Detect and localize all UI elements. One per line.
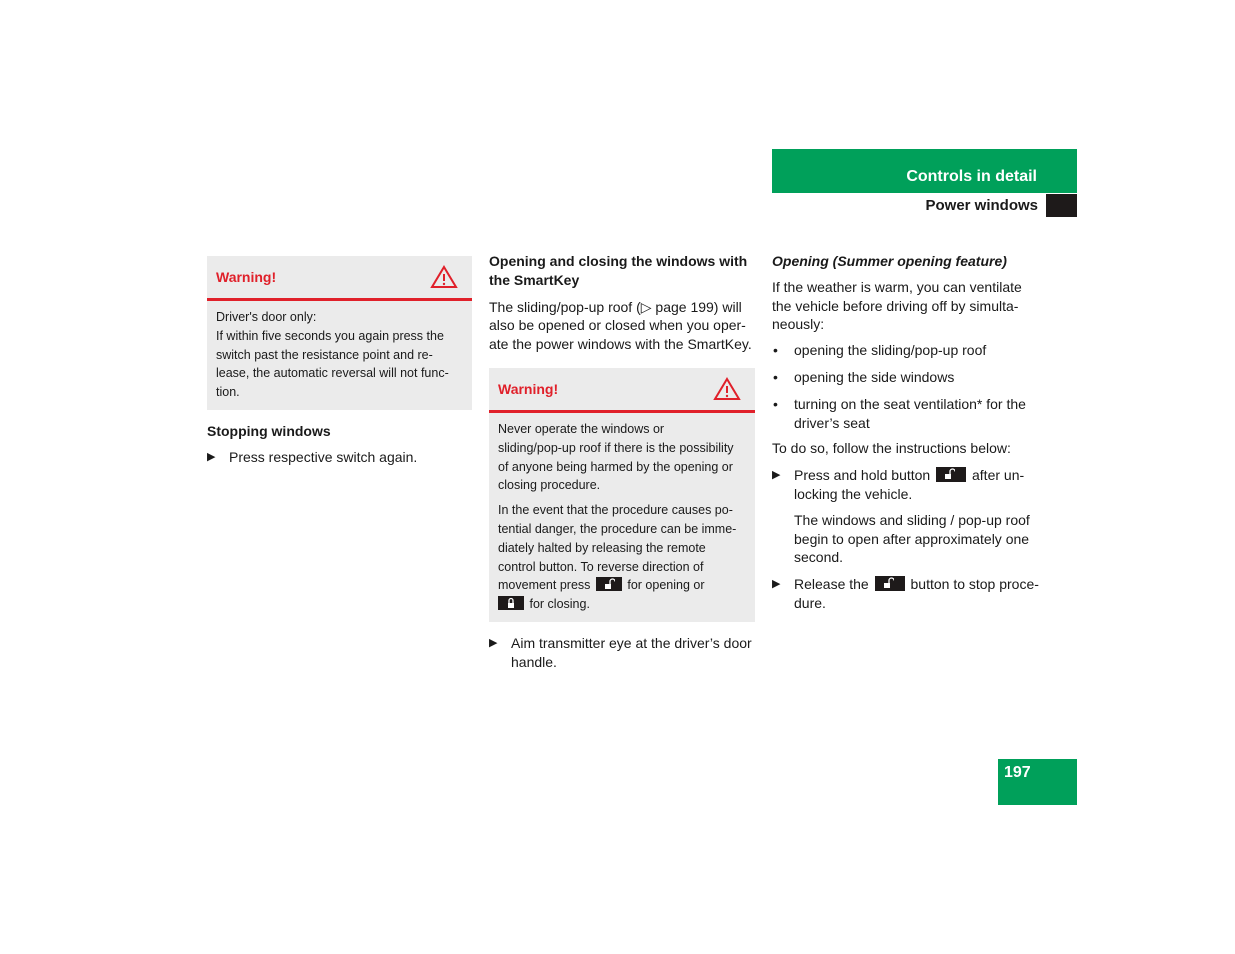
column-2-text — [489, 252, 759, 354]
list-item — [772, 368, 1047, 387]
warning-line: sliding/pop-up roof if there is the possibility — [498, 440, 734, 455]
bullet-arrow-icon: ▶ — [489, 637, 498, 649]
warning-line: closing procedure. — [498, 478, 601, 493]
warning-line: If within five seconds you again press the — [216, 328, 444, 343]
warning-line: of anyone being harmed by the opening or — [498, 459, 733, 474]
warning-line: movement press — [498, 578, 591, 593]
column-3-text — [772, 252, 1047, 613]
step-text: Press respective switch again. — [229, 448, 418, 465]
unlock-icon — [875, 576, 905, 591]
warning-line: In the event that the procedure causes po- — [498, 503, 733, 518]
warning-line: switch past the resistance point and re- — [216, 347, 433, 362]
warning-line: for opening or — [627, 578, 705, 593]
warning-triangle-icon — [430, 265, 458, 289]
warning-line: lease, the automatic reversal will not func- — [216, 366, 449, 381]
heading-line: the SmartKey — [489, 271, 580, 288]
bullet-arrow-icon: ▶ — [772, 469, 781, 482]
instruction-step — [207, 448, 472, 467]
warning-line: tential danger, the procedure can be imme- — [498, 521, 737, 536]
warning-header — [207, 256, 472, 301]
bullet-dot-icon: • — [773, 342, 778, 359]
intro-line: The sliding/pop-up roof (▷ page 199) will — [489, 298, 742, 315]
warning-paragraph — [498, 420, 746, 495]
column-1-text — [207, 422, 472, 467]
list-item-text: driver’s seat — [794, 414, 870, 431]
page-number-box — [998, 759, 1077, 805]
summer-opening-heading: Opening (Summer opening feature) — [772, 253, 1007, 269]
result-line: The windows and sliding / pop-up roof — [794, 511, 1030, 528]
stopping-windows-heading: Stopping windows — [207, 423, 331, 439]
warning-box-drivers-door — [207, 256, 472, 410]
bullet-arrow-icon: ▶ — [207, 450, 216, 463]
bullet-arrow-icon: ▶ — [772, 578, 781, 591]
subsection-title: Power windows — [925, 197, 1038, 214]
step-text: locking the vehicle. — [794, 485, 913, 502]
page-number: 197 — [1004, 764, 1031, 781]
step-text: after un- — [972, 467, 1025, 484]
warning-line: Never operate the windows or — [498, 422, 665, 436]
step-text: button to stop proce- — [910, 576, 1039, 593]
intro-line: also be opened or closed when you oper- — [489, 317, 746, 334]
list-item-text: opening the side windows — [794, 368, 955, 385]
list-item — [772, 395, 1047, 433]
warning-line: diately halted by releasing the remote — [498, 540, 706, 555]
intro-line: If the weather is warm, you can ventilate — [772, 278, 1022, 295]
warning-line: for closing. — [529, 597, 590, 612]
warning-text — [489, 413, 755, 622]
instruction-step — [489, 634, 759, 672]
instruction-step — [772, 466, 1047, 504]
warning-line: tion. — [216, 385, 240, 400]
warning-header — [489, 368, 755, 413]
list-item — [772, 341, 1047, 360]
lock-icon — [498, 596, 524, 610]
warning-box-smartkey — [489, 368, 755, 622]
intro-line: neously: — [772, 316, 825, 333]
unlock-icon — [936, 467, 966, 482]
smartkey-intro — [489, 298, 759, 354]
warning-title: Warning! — [498, 381, 559, 397]
warning-text — [207, 301, 472, 410]
bullet-dot-icon: • — [773, 395, 778, 412]
step-text: Aim transmitter eye at the driver’s door — [511, 635, 752, 651]
step-text: Press and hold button — [794, 467, 931, 484]
step-result — [772, 511, 1047, 567]
section-title: Controls in detail — [906, 168, 1037, 185]
summer-opening-intro — [772, 278, 1047, 334]
instruction-step — [772, 575, 1047, 613]
warning-line: control button. To reverse direction of — [498, 559, 704, 574]
result-line: second. — [794, 549, 844, 566]
intro-line: ate the power windows with the SmartKey. — [489, 336, 752, 353]
section-header-bar — [772, 149, 1077, 193]
unlock-icon — [596, 577, 622, 591]
section-marker — [1046, 194, 1077, 217]
smartkey-heading — [489, 252, 759, 290]
warning-paragraph — [498, 501, 746, 614]
list-item-text: opening the sliding/pop-up roof — [794, 342, 987, 359]
step-text: dure. — [794, 594, 826, 611]
intro-line: the vehicle before driving off by simulta- — [772, 297, 1019, 314]
instructions-intro: To do so, follow the instructions below: — [772, 440, 1011, 457]
warning-line: Driver's door only: — [216, 310, 317, 324]
step-text: handle. — [511, 653, 557, 670]
bullet-dot-icon: • — [773, 368, 778, 385]
list-item-text: turning on the seat ventilation* for the — [794, 395, 1026, 412]
warning-title: Warning! — [216, 269, 277, 285]
step-text: Release the — [794, 576, 869, 593]
column-2-step — [489, 634, 759, 672]
heading-line: Opening and closing the windows with — [489, 253, 748, 269]
warning-triangle-icon — [713, 377, 741, 401]
result-line: begin to open after approximately one — [794, 530, 1030, 547]
